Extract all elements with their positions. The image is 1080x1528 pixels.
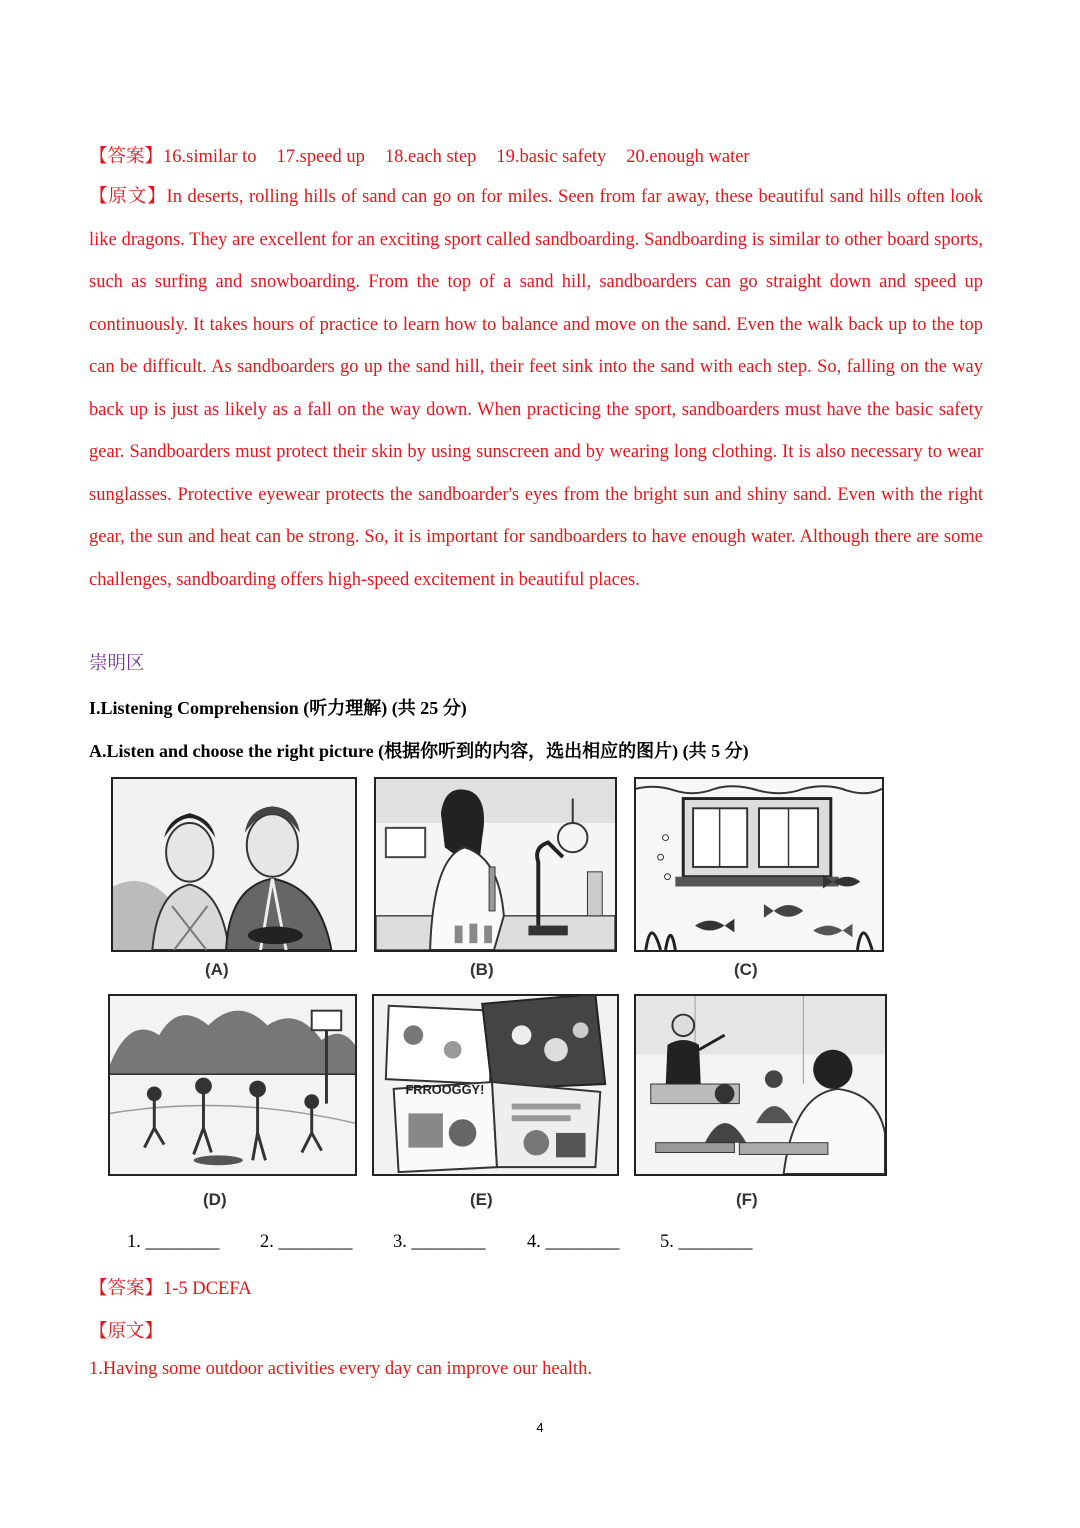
- answer-item: 17.speed up: [276, 147, 365, 167]
- answer-line-1: [89, 142, 750, 168]
- section-title: I.Listening Comprehension (听力理解) (共 25 分): [89, 698, 467, 718]
- underwater-house-with-fish-icon: [634, 777, 884, 952]
- children-exercising-outdoors-icon: [108, 994, 357, 1176]
- part-title: A.Listen and choose the right picture (根据你听到的内容，选出相应的图片) (共 5 分): [89, 741, 749, 761]
- answer-blank: 1. ________: [127, 1232, 220, 1252]
- answer-tag: 【答案】: [89, 147, 164, 167]
- svg-text:FRROOGGY!: FRROOGGY!: [405, 1081, 485, 1097]
- answer-line-2: [89, 1274, 252, 1300]
- district-title: 崇明区: [89, 654, 145, 674]
- answer-item: 18.each step: [384, 147, 477, 167]
- picture-label: (E): [470, 1190, 493, 1209]
- classroom-students-writing-icon: [634, 994, 887, 1176]
- answer-text: 1-5 DCEFA: [163, 1279, 252, 1299]
- page-number: 4: [536, 1420, 544, 1435]
- transcript-tag: 【原文】: [89, 187, 167, 207]
- couple-in-hanfu-icon: [111, 777, 357, 952]
- answer-item: 16.similar to: [163, 147, 257, 167]
- answer-tag: 【答案】: [89, 1279, 164, 1299]
- answer-blank: 3. ________: [393, 1232, 486, 1252]
- transcript-text: In deserts, rolling hills of sand can go on for miles. Seen from far away, these beautiful sand hills often look like dragons. They are excellent for an exciting sport called sandboarding. Sandboarding is similar to other board sports, such as surfing and snowboarding. From the top of a sand hill, sandboarders can go straight down and speed up continuously. It takes hours of practice to learn how to balance and move on the sand. Even the walk back up to the top can be difficult. As sandboarders go up the sand hill, their feet sink into the sand with each step. So, falling on the way back up is just as likely as a fall on the way down. When practicing the sport, sandboarders must have the basic safety gear. Sandboarders must protect their skin by using sunscreen and by wearing long clothing. It is also necessary to wear sunglasses. Protective eyewear protects the sandboarder's eyes from the bright sun and shiny sand. Even with the right gear, the sun and heat can be strong. So, it is important for sandboarders to have enough water. Although there are some challenges, sandboarding offers high-speed excitement in beautiful places.: [89, 187, 983, 590]
- picture-label: (F): [736, 1190, 758, 1209]
- answer-blank: 2. ________: [260, 1232, 353, 1252]
- answer-blank: 4. ________: [527, 1232, 620, 1252]
- picture-label: (B): [470, 960, 494, 979]
- picture-label: (A): [205, 960, 229, 979]
- scientist-in-lab-icon: [374, 777, 617, 952]
- picture-label: (C): [734, 960, 758, 979]
- comic-books-icon: [372, 994, 619, 1176]
- transcript-tag-2: 【原文】: [89, 1322, 164, 1342]
- answer-item: 19.basic safety: [496, 147, 607, 167]
- answer-blank: 5. ________: [660, 1232, 753, 1252]
- picture-label: (D): [203, 1190, 227, 1209]
- answer-item: 20.enough water: [626, 147, 750, 167]
- transcript-paragraph: [89, 176, 983, 601]
- transcript-sentence-1: 1.Having some outdoor activities every day can improve our health.: [89, 1359, 592, 1379]
